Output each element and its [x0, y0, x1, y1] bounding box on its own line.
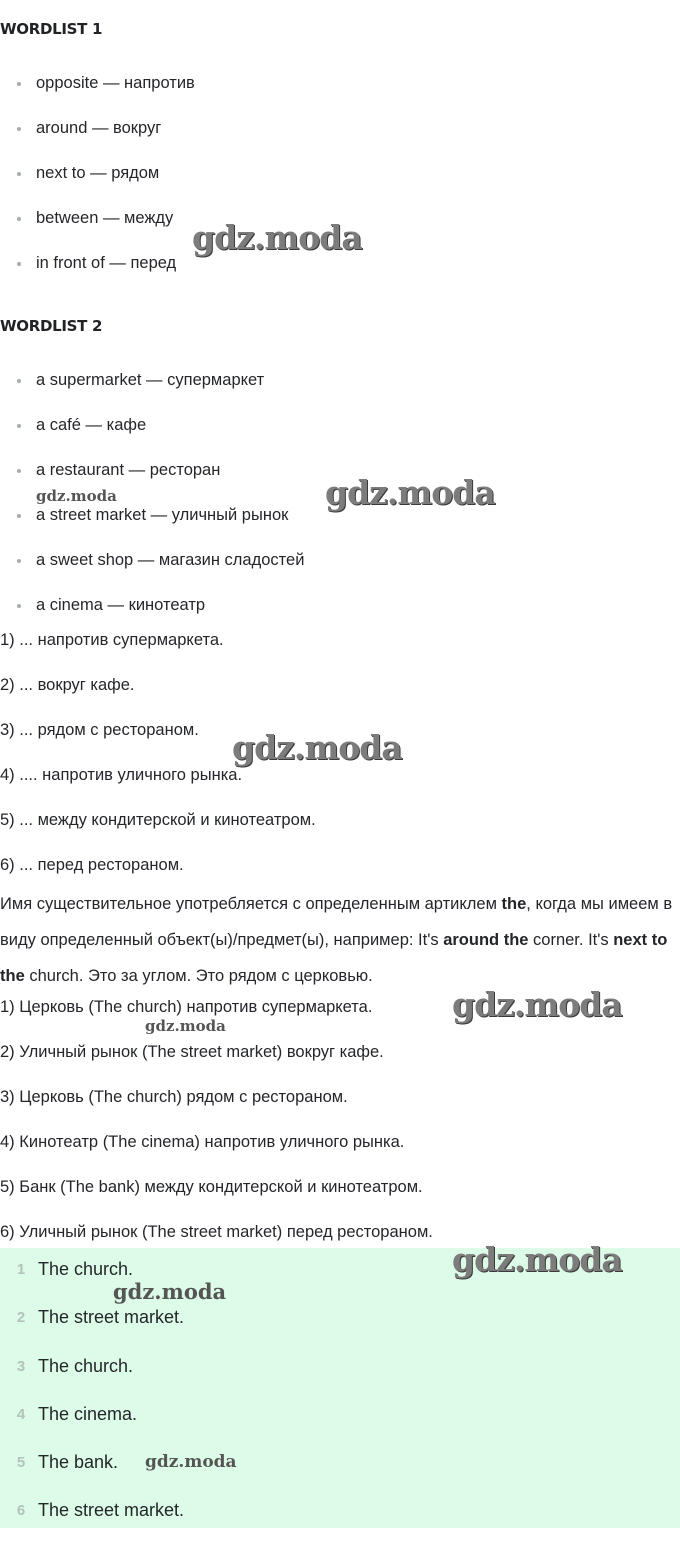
list-item: between — между — [0, 209, 680, 254]
bullet-icon — [17, 559, 21, 563]
bullet-icon — [17, 127, 21, 131]
wordlist-1-heading: WORDLIST 1 — [0, 20, 103, 38]
watermark: gdz.moda — [452, 985, 622, 1024]
list-item: around — вокруг — [0, 119, 680, 164]
list-item: a sweet shop — магазин сладостей — [0, 551, 680, 596]
watermark: gdz.moda — [325, 473, 495, 512]
sentence-line: 4) Кинотеатр (The cinema) напротив уличного рынка. — [0, 1133, 405, 1151]
answer-number: 3 — [16, 1357, 26, 1375]
translation-line: 4) .... напротив уличного рынка. — [0, 766, 243, 784]
answer-item: 5 The bank. — [16, 1452, 119, 1473]
bullet-icon — [17, 172, 21, 176]
list-item: a cinema — кинотеатр — [0, 596, 680, 641]
answer-number: 2 — [16, 1309, 26, 1327]
list-item: a supermarket — супермаркет — [0, 371, 680, 416]
sentence-list — [0, 998, 680, 1268]
answer-item: 6 The street market. — [16, 1500, 185, 1521]
article-explanation: Имя существительное употребляется с определенным артиклем the, когда мы имеем в виду определенный объект(ы)/предмет(ы), например: It's around the corner. It's next to the church. Это за углом. Это рядом с церковью. — [0, 895, 673, 985]
bullet-icon — [17, 82, 21, 86]
watermark: gdz.moda — [113, 1279, 227, 1304]
list-item: a café — кафе — [0, 416, 680, 461]
translation-line: 3) ... рядом с рестораном. — [0, 721, 199, 739]
list-item: next to — рядом — [0, 164, 680, 209]
translation-line: 5) ... между кондитерской и кинотеатром. — [0, 811, 316, 829]
watermark: gdz.moda — [36, 487, 117, 505]
bullet-icon — [17, 604, 21, 608]
bullet-icon — [17, 469, 21, 473]
list-item: opposite — напротив — [0, 74, 680, 119]
watermark: gdz.moda — [145, 1452, 237, 1472]
answer-number: 1 — [16, 1261, 26, 1278]
bullet-icon — [17, 379, 21, 383]
answer-number: 6 — [16, 1502, 26, 1520]
answer-number: 4 — [16, 1405, 26, 1423]
bullet-icon — [17, 514, 21, 518]
list-item: a street market — уличный рынок — [0, 506, 680, 551]
sentence-line: 2) Уличный рынок (The street market) вокруг кафе. — [0, 1043, 384, 1061]
watermark: gdz.moda — [145, 1017, 226, 1035]
bullet-icon — [17, 217, 21, 221]
watermark: gdz.moda — [452, 1240, 622, 1279]
answer-item: 4 The cinema. — [16, 1403, 138, 1424]
answer-list — [0, 1248, 680, 1549]
translation-line: 6) ... перед рестораном. — [0, 856, 184, 874]
answer-block — [0, 1248, 680, 1528]
list-item: a restaurant — ресторан — [0, 461, 680, 506]
watermark: gdz.moda — [192, 218, 362, 257]
translation-line: 2) ... вокруг кафе. — [0, 676, 135, 694]
bullet-icon — [17, 424, 21, 428]
answer-item: 1 The church. — [16, 1259, 134, 1279]
translation-line: 1) ... напротив супермаркета. — [0, 631, 224, 649]
answer-number: 5 — [16, 1454, 26, 1472]
sentence-line: 6) Уличный рынок (The street market) перед рестораном. — [0, 1223, 433, 1241]
wordlist-2-heading: WORDLIST 2 — [0, 317, 103, 335]
sentence-line: 3) Церковь (The church) рядом с рестораном. — [0, 1088, 348, 1106]
watermark: gdz.moda — [232, 728, 402, 767]
sentence-line: 1) Церковь (The church) напротив супермаркета. — [0, 998, 373, 1016]
list-item: in front of — перед — [0, 254, 680, 299]
sentence-line: 5) Банк (The bank) между кондитерской и кинотеатром. — [0, 1178, 423, 1196]
wordlist-1 — [0, 74, 680, 299]
answer-item: 2 The street market. — [16, 1307, 185, 1328]
answer-item: 3 The church. — [16, 1355, 134, 1376]
bullet-icon — [17, 262, 21, 266]
